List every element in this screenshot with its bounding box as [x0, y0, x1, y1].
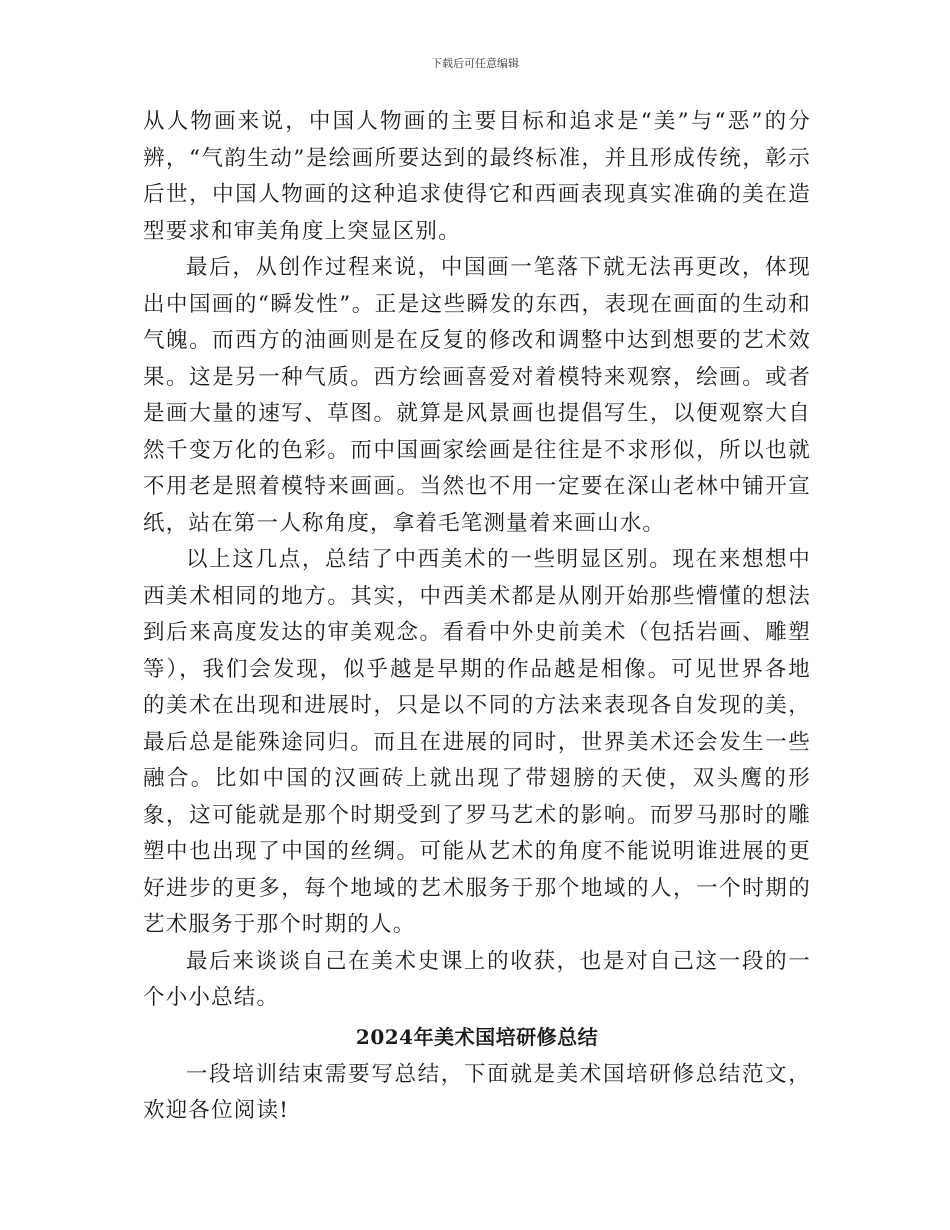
page-header: 下载后可任意编辑 — [431, 57, 519, 70]
document-body — [143, 104, 811, 1130]
paragraph-figure-painting: 从人物画来说，中国人物画的主要目标和追求是“美”与“恶”的分辨，“气韵生动”是绘画所要达到的最终标准，并且形成传统，彰示后世，中国人物画的这种追求使得它和西画表现真实准确的美在造型要求和审美角度上突显区别。 — [143, 109, 811, 244]
section-title: 2024年美术国培研修总结 — [355, 1024, 599, 1049]
paragraph-creation-process: 最后，从创作过程来说，中国画一笔落下就无法再更改，体现出中国画的“瞬发性”。正是这些瞬发的东西，表现在画面的生动和气魄。而西方的油画则是在反复的修改和调整中达到想要的艺术效果。这是另一种气质。西方绘画喜爱对着模特来观察，绘画。或者是画大量的速写、草图。就算是风景画也提倡写生，以便观察大自然千变万化的色彩。而中国画家绘画是往往是不求形似，所以也就不用老是照着模特来画画。当然也不用一定要在深山老林中铺开宣纸，站在第一人称角度，拿着毛笔测量着来画山水。 — [143, 255, 811, 536]
paragraph-conclusion: 最后来谈谈自己在美术史课上的收获，也是对自己这一段的一个小小总结。 — [143, 948, 811, 1010]
section-intro: 一段培训结束需要写总结，下面就是美术国培研修总结范文，欢迎各位阅读! — [143, 1061, 811, 1123]
paragraph-similarities: 以上这几点，总结了中西美术的一些明显区别。现在来想想中西美术相同的地方。其实，中西美术都是从刚开始那些懵懂的想法到后来高度发达的审美观念。看看中外史前美术（包括岩画、雕塑等），我们会发现，似乎越是早期的作品越是相像。可见世界各地的美术在出现和进展时，只是以不同的方法来表现各自发现的美，最后总是能殊途同归。而且在进展的同时，世界美术还会发生一些融合。比如中国的汉画砖上就出现了带翅膀的天使，双头鹰的形象，这可能就是那个时期受到了罗马艺术的影响。而罗马那时的雕塑中也出现了中国的丝绸。可能从艺术的角度不能说明谁进展的更好进步的更多，每个地域的艺术服务于那个地域的人，一个时期的艺术服务于那个时期的人。 — [143, 547, 811, 937]
